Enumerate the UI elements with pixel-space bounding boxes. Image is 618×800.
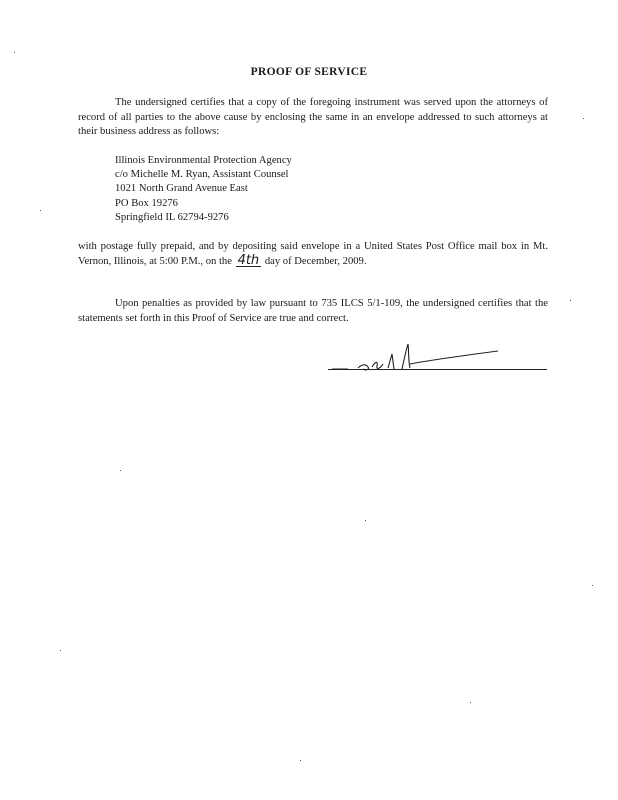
scan-speck [120, 470, 121, 471]
document-title: PROOF OF SERVICE [250, 66, 368, 78]
scan-speck [60, 650, 61, 651]
scan-speck [470, 702, 471, 703]
scan-speck [570, 300, 571, 301]
handwritten-day: 4th [237, 252, 260, 268]
address-line: PO Box 19276 [115, 197, 178, 209]
service-address-block [115, 154, 292, 225]
scan-speck [583, 118, 584, 119]
scan-speck [14, 52, 15, 53]
scan-speck [40, 210, 41, 211]
address-line: Illinois Environmental Protection Agency [115, 155, 292, 166]
mailing-paragraph [78, 240, 548, 269]
address-line: c/o Michelle M. Ryan, Assistant Counsel [115, 169, 289, 181]
mailing-text-before: with postage fully prepaid, and by depositing said envelope in a United States Post Office mail box in Mt. Vernon, Illinois, at 5:00 P.M., on the [78, 241, 548, 267]
scan-speck [592, 585, 593, 586]
certification-paragraph: The undersigned certifies that a copy of the foregoing instrument was served upon the attorneys of record of all parties to the above cause by enclosing the same in an envelope addressed to such attorneys at their business address as follows: [78, 97, 548, 137]
scan-speck [365, 520, 366, 521]
mailing-text-after: day of December, 2009. [264, 255, 367, 267]
scan-speck [300, 760, 301, 761]
signature-line [328, 369, 547, 370]
address-line: Springfield IL 62794-9276 [115, 211, 229, 223]
address-line: 1021 North Grand Avenue East [115, 183, 248, 195]
penalty-paragraph: Upon penalties as provided by law pursuant to 735 ILCS 5/1-109, the undersigned certifies that the statements set forth in this Proof of Service are true and correct. [78, 298, 548, 324]
